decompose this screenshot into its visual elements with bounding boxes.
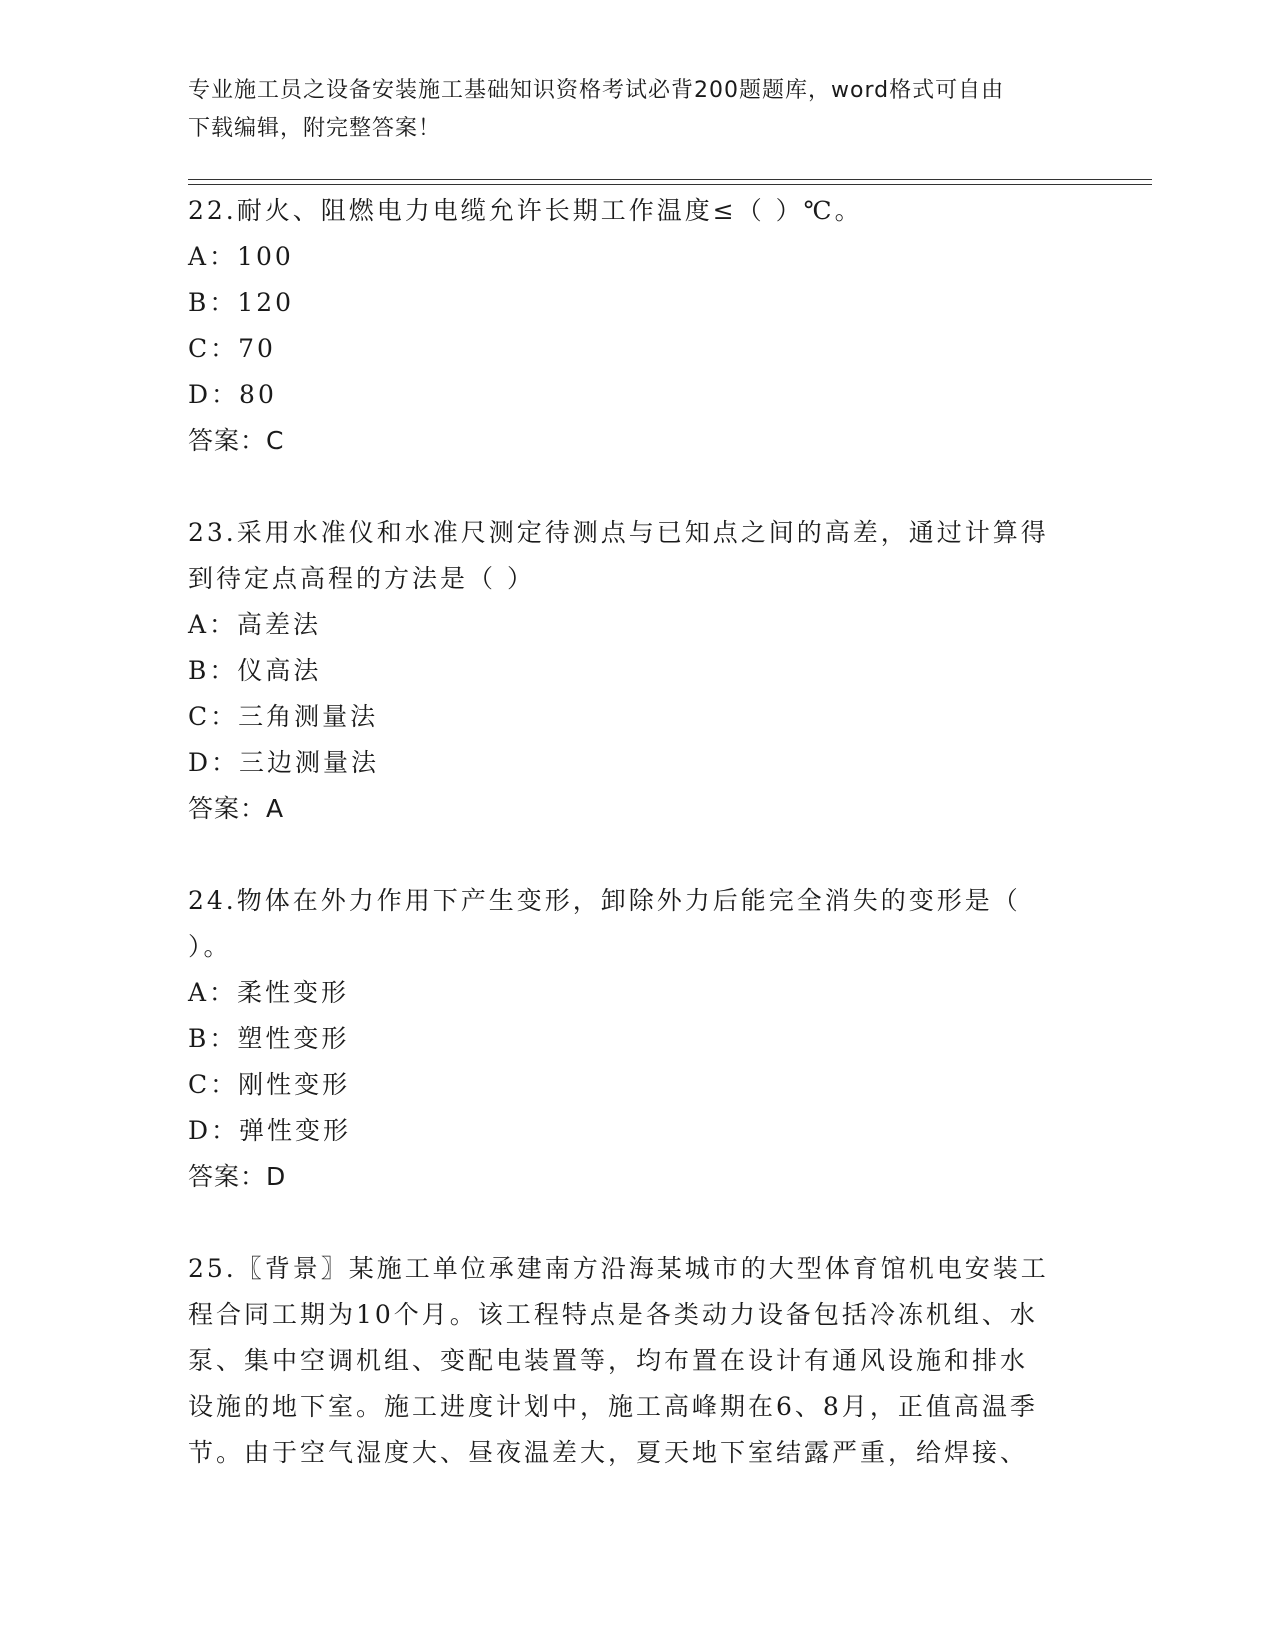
question-text: 设施的地下室。施工进度计划中，施工高峰期在6、8月，正值高温季 xyxy=(188,1392,1038,1421)
header-line-1: 专业施工员之设备安装施工基础知识资格考试必背200题题库，word格式可自由 xyxy=(188,78,1005,103)
question-text: 节。由于空气湿度大、昼夜温差大，夏天地下室结露严重，给焊接、 xyxy=(188,1438,1029,1467)
option-a: A：高差法 xyxy=(188,610,322,639)
option-d: D：弹性变形 xyxy=(188,1116,352,1145)
answer-label: 答案：C xyxy=(188,426,285,455)
option-a: A：柔性变形 xyxy=(188,978,350,1007)
question-25 xyxy=(188,1246,1088,1476)
question-text: 24.物体在外力作用下产生变形，卸除外力后能完全消失的变形是（ xyxy=(188,886,1021,915)
question-text: 到待定点高程的方法是（ ） xyxy=(188,564,535,593)
answer-label: 答案：D xyxy=(188,1162,287,1191)
option-b: B：120 xyxy=(188,288,295,317)
question-list xyxy=(188,188,1088,1476)
question-23 xyxy=(188,510,1088,832)
question-22 xyxy=(188,188,1088,464)
answer-label: 答案：A xyxy=(188,794,285,823)
question-text: 泵、集中空调机组、变配电装置等，均布置在设计有通风设施和排水 xyxy=(188,1346,1029,1375)
document-header xyxy=(188,72,1078,148)
option-a: A：100 xyxy=(188,242,294,271)
question-24 xyxy=(188,878,1088,1200)
header-divider-bottom xyxy=(188,184,1152,185)
question-spacer xyxy=(188,1200,1088,1246)
question-spacer xyxy=(188,832,1088,878)
question-text: 23.采用水准仪和水准尺测定待测点与已知点之间的高差，通过计算得 xyxy=(188,518,1049,547)
question-text: 程合同工期为10个月。该工程特点是各类动力设备包括冷冻机组、水 xyxy=(188,1300,1038,1329)
option-c: C：70 xyxy=(188,334,276,363)
header-line-2: 下载编辑，附完整答案！ xyxy=(188,116,442,141)
option-c: C：刚性变形 xyxy=(188,1070,351,1099)
option-c: C：三角测量法 xyxy=(188,702,379,731)
option-d: D：三边测量法 xyxy=(188,748,380,777)
header-divider-top xyxy=(188,179,1152,180)
question-spacer xyxy=(188,464,1088,510)
option-b: B：仪高法 xyxy=(188,656,322,685)
question-text: 25.〖背景〗某施工单位承建南方沿海某城市的大型体育馆机电安装工 xyxy=(188,1254,1049,1283)
option-d: D：80 xyxy=(188,380,277,409)
question-text: ）。 xyxy=(188,932,232,961)
option-b: B：塑性变形 xyxy=(188,1024,350,1053)
question-text: 22.耐火、阻燃电力电缆允许长期工作温度≤（ ）℃。 xyxy=(188,196,863,225)
